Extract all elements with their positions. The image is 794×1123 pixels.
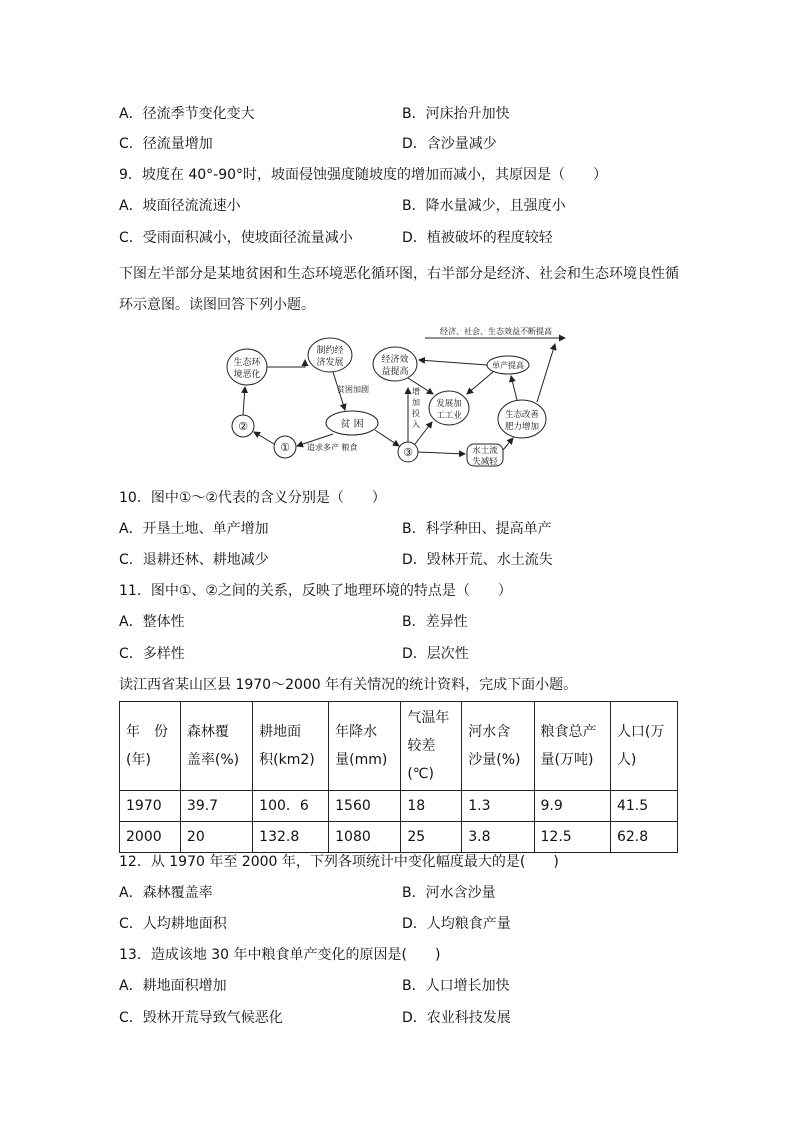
q11-option-c: C．多样性	[119, 646, 185, 662]
node-econ-benefit-label-2: 益提高	[381, 367, 409, 377]
q9-option-d: D．植被破坏的程度较轻	[402, 230, 553, 246]
node-eco-better-label-2: 肥力增加	[504, 422, 540, 432]
table-cell: 12.5	[534, 822, 610, 853]
q9-stem: 9．坡度在 40°-90°时，坡面侵蚀强度随坡度的增加而减小，其原因是（ ）	[119, 167, 608, 183]
table-cell: 1560	[329, 791, 401, 822]
node-eco-worse-label-1: 生态环	[233, 358, 261, 368]
table-cell: 2000	[120, 822, 181, 853]
arrow-poverty-to-3	[375, 430, 399, 446]
q9-option-c: C．受雨面积减小，使坡面径流量减小	[119, 230, 353, 246]
table-header-row	[120, 702, 678, 791]
q8-option-d: D．含沙量减少	[402, 136, 497, 152]
q12-stem: 12．从 1970 年至 2000 年，下列各项统计中变化幅度最大的是( )	[119, 854, 559, 870]
node-industry-label-1: 发展加	[436, 399, 462, 409]
arrow-2-to-eco	[243, 387, 245, 415]
q13-option-a: A．耕地面积增加	[119, 978, 227, 994]
node-eco-better-label-1: 生态改善	[504, 410, 540, 420]
q9-option-b: B．降水量减少，且强度小	[402, 198, 566, 214]
q11-option-d: D．层次性	[402, 646, 469, 662]
q11-option-b: B．差异性	[402, 614, 468, 630]
label-poverty-deepen: 贫困加剧	[337, 385, 369, 394]
q11-option-a: A．整体性	[119, 614, 185, 630]
arrow-soil-to-better	[503, 438, 513, 450]
table-cell: 20	[180, 822, 252, 853]
table-cell: 132.8	[253, 822, 329, 853]
arrow-better-to-yield	[511, 376, 517, 400]
q11-stem: 11．图中①、②之间的关系，反映了地理环境的特点是（ ）	[119, 583, 512, 599]
diagram-intro: 下图左半部分是某地贫困和生态环境恶化循环图，右半部分是经济、社会和生态环境良性循环示意图。读图回答下列小题。	[119, 266, 679, 313]
header-grain: 粮食总产 量(万吨)	[534, 702, 610, 791]
header-precip: 年降水 量(mm)	[329, 702, 401, 791]
node-poverty-label: 贫 困	[340, 419, 364, 430]
q8-option-c: C．径流量增加	[119, 136, 213, 152]
q13-stem: 13．造成该地 30 年中粮食单产变化的原因是( )	[119, 947, 441, 963]
label-top-banner: 经济、社会、生态效益不断提高	[440, 327, 552, 336]
node-industry-label-2: 工工业	[436, 411, 462, 421]
label-invest-1: 增	[412, 387, 420, 396]
table-intro: 读江西省某山区县 1970～2000 年有关情况的统计资料，完成下面小题。	[119, 677, 578, 693]
table-cell: 18	[401, 791, 462, 822]
q10-stem: 10．图中①～②代表的含义分别是（ ）	[119, 490, 386, 506]
q10-option-d: D．毁林开荒、水土流失	[402, 552, 553, 568]
node-circle-2-label: ②	[238, 420, 248, 433]
q9-option-a: A．坡面径流流速小	[119, 198, 241, 214]
header-year: 年 份 (年)	[120, 702, 181, 791]
cycle-diagram	[225, 322, 585, 467]
label-more-grain: 追求多产 粮食	[307, 443, 358, 452]
q13-option-b: B．人口增长加快	[402, 978, 510, 994]
table-cell: 9.9	[534, 791, 610, 822]
q10-option-b: B．科学种田、提高单产	[402, 521, 552, 537]
node-yield-up-label: 单产提高	[492, 361, 524, 370]
q12-option-c: C．人均耕地面积	[119, 916, 227, 932]
table-row	[120, 791, 678, 822]
q12-option-a: A．森林覆盖率	[119, 885, 213, 901]
arrow-yield-to-benefit	[419, 360, 487, 365]
table-cell: 62.8	[610, 822, 677, 853]
q12-option-d: D．人均粮食产量	[402, 916, 511, 932]
table-cell: 1970	[120, 791, 181, 822]
node-soil-label-2: 失减轻	[472, 457, 498, 467]
q12-option-b: B．河水含沙量	[402, 885, 496, 901]
table-cell: 3.8	[462, 822, 534, 853]
label-invest-2: 加	[412, 398, 420, 407]
arrow-3-to-soil	[418, 452, 465, 454]
node-soil-label-1: 水土流	[472, 446, 498, 456]
node-circle-1-label: ①	[280, 441, 290, 454]
stats-table	[119, 701, 678, 853]
node-restrict-label-2: 济发展	[316, 358, 344, 368]
node-econ-benefit-label-1: 经济效	[381, 355, 409, 365]
arrow-yield-to-industry	[467, 372, 493, 394]
q10-option-c: C．退耕还林、耕地减少	[119, 552, 269, 568]
node-restrict-label-1: 制约经	[316, 346, 344, 356]
table-cell: 39.7	[180, 791, 252, 822]
q13-option-c: C．毁林开荒导致气候恶化	[119, 1010, 283, 1026]
header-temp-range: 气温年 较差 (℃)	[401, 702, 462, 791]
arrow-better-to-banner	[537, 344, 555, 402]
header-forest: 森林覆 盖率(%)	[180, 702, 252, 791]
label-invest-3: 投	[412, 409, 420, 418]
label-invest-4: 入	[412, 420, 420, 429]
table-cell: 1.3	[462, 791, 534, 822]
header-sediment: 河水含 沙量(%)	[462, 702, 534, 791]
header-farmland: 耕地面 积(km2)	[253, 702, 329, 791]
q13-option-d: D．农业科技发展	[402, 1010, 511, 1026]
header-population: 人口(万 人)	[610, 702, 677, 791]
q10-option-a: A．开垦土地、单产增加	[119, 521, 269, 537]
arrow-1-to-2	[254, 432, 274, 444]
table-cell: 41.5	[610, 791, 677, 822]
node-eco-worse-label-2: 境恶化	[233, 370, 261, 380]
q8-option-b: B．河床抬升加快	[402, 106, 510, 122]
table-row	[120, 822, 678, 853]
node-circle-3-label: ③	[403, 446, 413, 459]
q8-option-a: A．径流季节变化变大	[119, 106, 255, 122]
arrow-eco-to-restrict	[267, 360, 305, 367]
table-cell: 100．6	[253, 791, 329, 822]
table-cell: 25	[401, 822, 462, 853]
table-cell: 1080	[329, 822, 401, 853]
